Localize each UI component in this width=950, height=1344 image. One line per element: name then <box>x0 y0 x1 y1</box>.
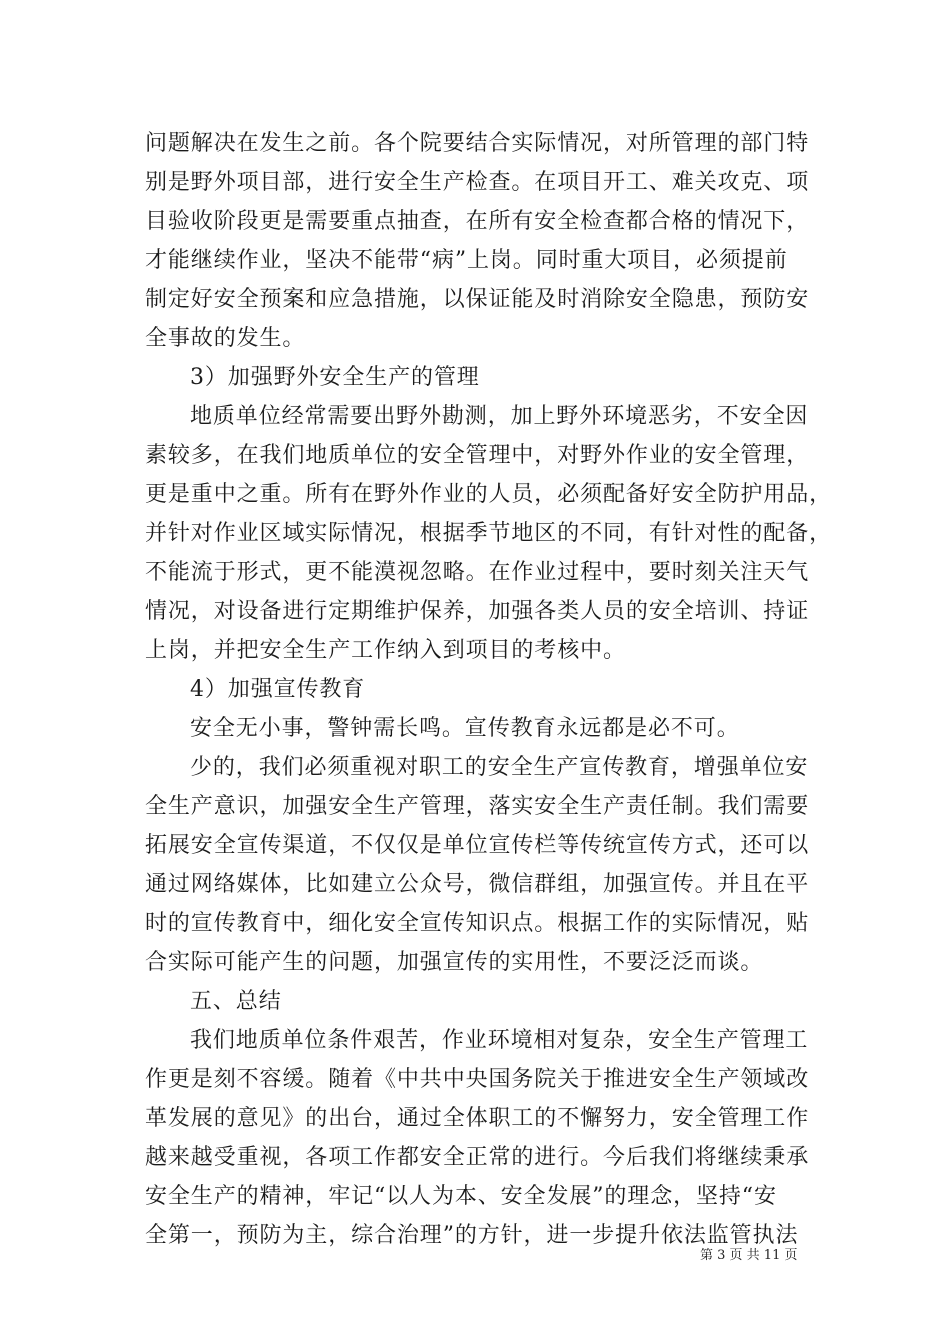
text-line: 情况，对设备进行定期维护保养，加强各类人员的安全培训、持证 <box>145 599 810 624</box>
text-line: 越来越受重视，各项工作都安全正常的进行。今后我们将继续秉承 <box>145 1145 810 1170</box>
text-line: 拓展安全宣传渠道，不仅仅是单位宣传栏等传统宣传方式，还可以 <box>145 833 810 858</box>
text-line: 素较多，在我们地质单位的安全管理中，对野外作业的安全管理， <box>145 443 810 468</box>
text-line: 4）加强宣传教育 <box>190 677 366 702</box>
text-line: 时的宣传教育中，细化安全宣传知识点。根据工作的实际情况，贴 <box>145 911 810 936</box>
text-line: 五、总结 <box>190 989 282 1014</box>
text-line: 合实际可能产生的问题，加强宣传的实用性，不要泛泛而谈。 <box>145 950 764 975</box>
page-number-footer: 第 3 页 共 11 页 <box>700 1248 798 1263</box>
text-line: 地质单位经常需要出野外勘测，加上野外环境恶劣，不安全因 <box>190 404 809 429</box>
text-line: 安全生产的精神，牢记“以人为本、安全发展”的理念，坚持“安 <box>145 1184 777 1209</box>
text-line: 安全无小事，警钟需长鸣。宣传教育永远都是必不可。 <box>190 716 740 741</box>
text-line: 更是重中之重。所有在野外作业的人员，必须配备好安全防护用品， <box>145 482 833 507</box>
text-line: 3）加强野外安全生产的管理 <box>190 365 480 390</box>
text-line: 通过网络媒体，比如建立公众号，微信群组，加强宣传。并且在平 <box>145 872 810 897</box>
text-line: 制定好安全预案和应急措施，以保证能及时消除安全隐患，预防安 <box>145 287 810 312</box>
text-line: 全生产意识，加强安全生产管理，落实安全生产责任制。我们需要 <box>145 794 810 819</box>
document-body <box>145 124 833 1255</box>
text-line: 少的，我们必须重视对职工的安全生产宣传教育，增强单位安 <box>190 755 809 780</box>
text-line: 全第一，预防为主，综合治理”的方针，进一步提升依法监管执法 <box>145 1223 799 1248</box>
text-line: 别是野外项目部，进行安全生产检查。在项目开工、难关攻克、项 <box>145 170 810 195</box>
text-line: 上岗，并把安全生产工作纳入到项目的考核中。 <box>145 638 626 663</box>
text-line: 不能流于形式，更不能漠视忽略。在作业过程中，要时刻关注天气 <box>145 560 810 585</box>
text-line: 目验收阶段更是需要重点抽查，在所有安全检查都合格的情况下， <box>145 209 810 234</box>
text-line: 问题解决在发生之前。各个院要结合实际情况，对所管理的部门特 <box>145 131 810 156</box>
text-line: 才能继续作业，坚决不能带“病”上岗。同时重大项目，必须提前 <box>145 248 788 273</box>
text-line: 革发展的意见》的出台，通过全体职工的不懈努力，安全管理工作 <box>145 1106 810 1131</box>
text-line: 我们地质单位条件艰苦，作业环境相对复杂，安全生产管理工 <box>190 1028 809 1053</box>
text-line: 全事故的发生。 <box>145 326 306 351</box>
text-line: 作更是刻不容缓。随着《中共中央国务院关于推进安全生产领域改 <box>145 1067 810 1092</box>
text-line: 并针对作业区域实际情况，根据季节地区的不同，有针对性的配备， <box>145 521 833 546</box>
